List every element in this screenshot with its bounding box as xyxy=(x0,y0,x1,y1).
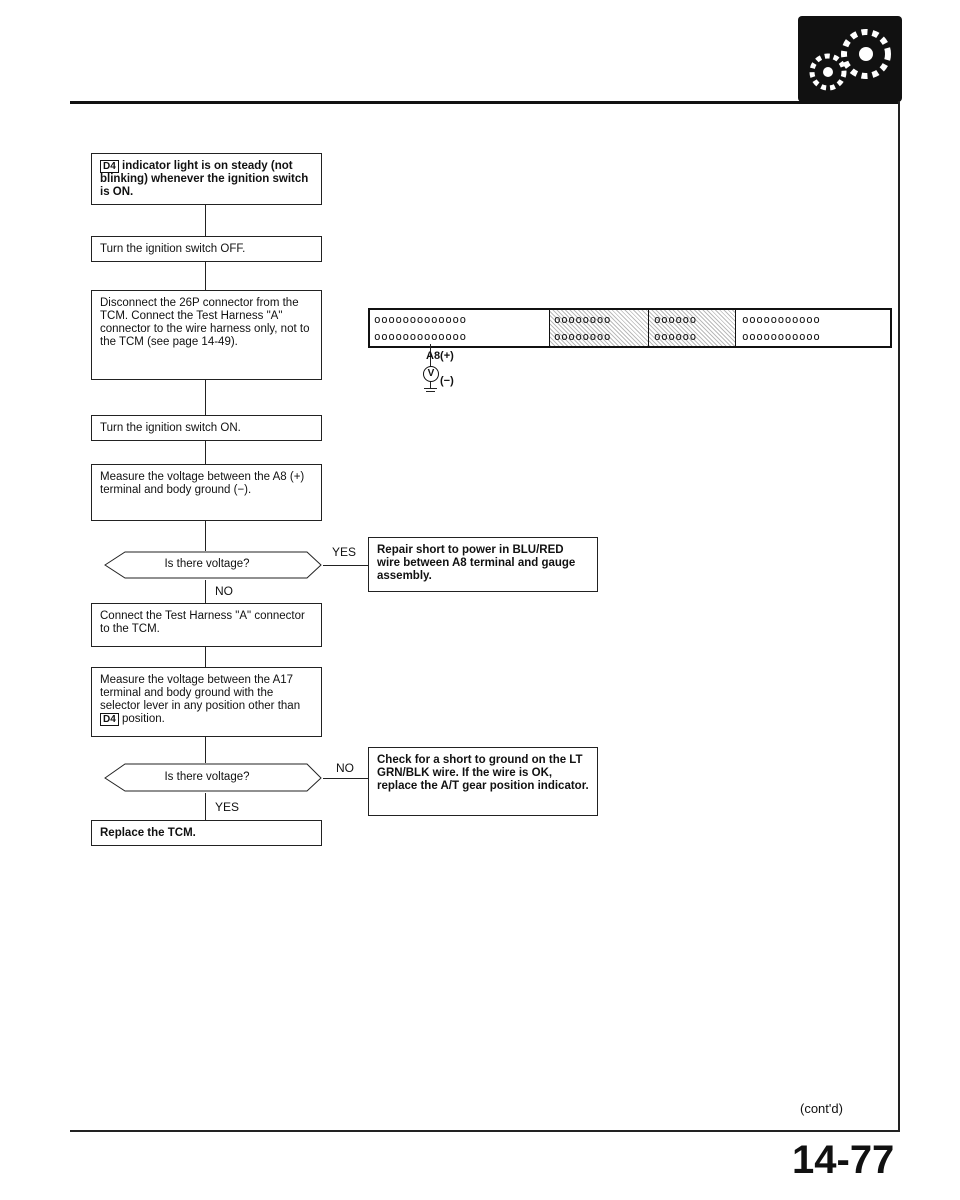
step-measure-a17 xyxy=(91,667,322,737)
no-label-1: NO xyxy=(215,584,233,598)
yes-branch-line xyxy=(323,565,368,566)
step-replace-tcm-text: Replace the TCM. xyxy=(100,827,196,839)
repair-1-text: Repair short to power in BLU/RED wire between A8 terminal and gauge assembly. xyxy=(377,544,576,582)
connector-row-1-left: ooooooooooooo xyxy=(374,313,467,326)
no-label-2: NO xyxy=(336,761,354,775)
step-measure-a17-text: Measure the voltage between the A17 terminal and body ground with the selector lever in any position other than xyxy=(100,674,301,712)
flow-spine-5 xyxy=(205,521,206,551)
step-ignition-on xyxy=(91,415,322,441)
step-ignition-off xyxy=(91,236,322,262)
repair-short-to-power xyxy=(368,537,598,592)
step-replace-tcm xyxy=(91,820,322,846)
connector-row-2-shaded-a: oooooooo xyxy=(554,330,611,343)
flow-spine-3 xyxy=(205,380,206,415)
flow-spine-7 xyxy=(205,647,206,667)
connector-row-2-shaded-b: oooooo xyxy=(654,330,697,343)
step-measure-a17-text-end: position. xyxy=(122,713,165,725)
d4-indicator-icon: D4 xyxy=(100,160,119,173)
voltmeter-icon xyxy=(423,366,439,382)
decision-voltage-1 xyxy=(91,551,323,580)
step-ignition-on-text: Turn the ignition switch ON. xyxy=(100,422,241,434)
repair-short-to-ground xyxy=(368,747,598,816)
ground-bar-1 xyxy=(424,388,437,389)
decision-1-text: Is there voltage? xyxy=(164,558,250,570)
step-indicator-on-steady xyxy=(91,153,322,205)
step-connect-harness-text: Connect the Test Harness "A" connector to the TCM. xyxy=(100,610,305,635)
right-border xyxy=(898,101,900,1131)
yes-label-2: YES xyxy=(215,800,240,814)
d4-position-icon: D4 xyxy=(100,713,119,726)
tcm-connector xyxy=(368,308,892,348)
a8-positive-label: A8(+) xyxy=(426,350,454,362)
step-ignition-off-text: Turn the ignition switch OFF. xyxy=(100,243,246,255)
continued-label: (cont'd) xyxy=(800,1101,843,1116)
ground-bar-2 xyxy=(426,391,435,392)
ground-negative-label: (−) xyxy=(440,375,454,387)
voltmeter-symbol: V xyxy=(427,368,435,379)
bottom-rule xyxy=(70,1130,900,1132)
step-disconnect-connector xyxy=(91,290,322,380)
flow-spine-2 xyxy=(205,262,206,290)
flow-spine-9 xyxy=(205,793,206,820)
no-branch-line xyxy=(323,778,368,779)
connector-row-2-left: ooooooooooooo xyxy=(374,330,467,343)
step-connect-harness xyxy=(91,603,322,647)
section-logo-icon xyxy=(798,16,902,102)
repair-2-text: Check for a short to ground on the LT GRN/BLK wire. If the wire is OK, replace the A/T gear position indicator. xyxy=(377,754,589,792)
page-number: 14-77 xyxy=(792,1138,895,1182)
header-rule xyxy=(70,101,900,104)
connector-row-1-right: ooooooooooo xyxy=(742,313,821,326)
step-measure-a8-text: Measure the voltage between the A8 (+) terminal and body ground (−). xyxy=(100,471,305,496)
connector-row-2-right: ooooooooooo xyxy=(742,330,821,343)
connector-row-1-shaded-a: oooooooo xyxy=(554,313,611,326)
connector-row-1-shaded-b: oooooo xyxy=(654,313,697,326)
flow-spine-4 xyxy=(205,441,206,464)
step-measure-a8 xyxy=(91,464,322,521)
step-disconnect-text: Disconnect the 26P connector from the TCM. Connect the Test Harness "A" connector to the wire harness only, not to the TCM (see page 14-49). xyxy=(100,297,310,348)
step-indicator-text: indicator light is on steady (not blinking) whenever the ignition switch is ON. xyxy=(100,160,309,198)
decision-2-text: Is there voltage? xyxy=(164,771,250,783)
yes-label-1: YES xyxy=(332,545,357,559)
flow-spine-8 xyxy=(205,737,206,763)
flow-spine-6 xyxy=(205,580,206,603)
decision-voltage-2 xyxy=(91,763,323,793)
